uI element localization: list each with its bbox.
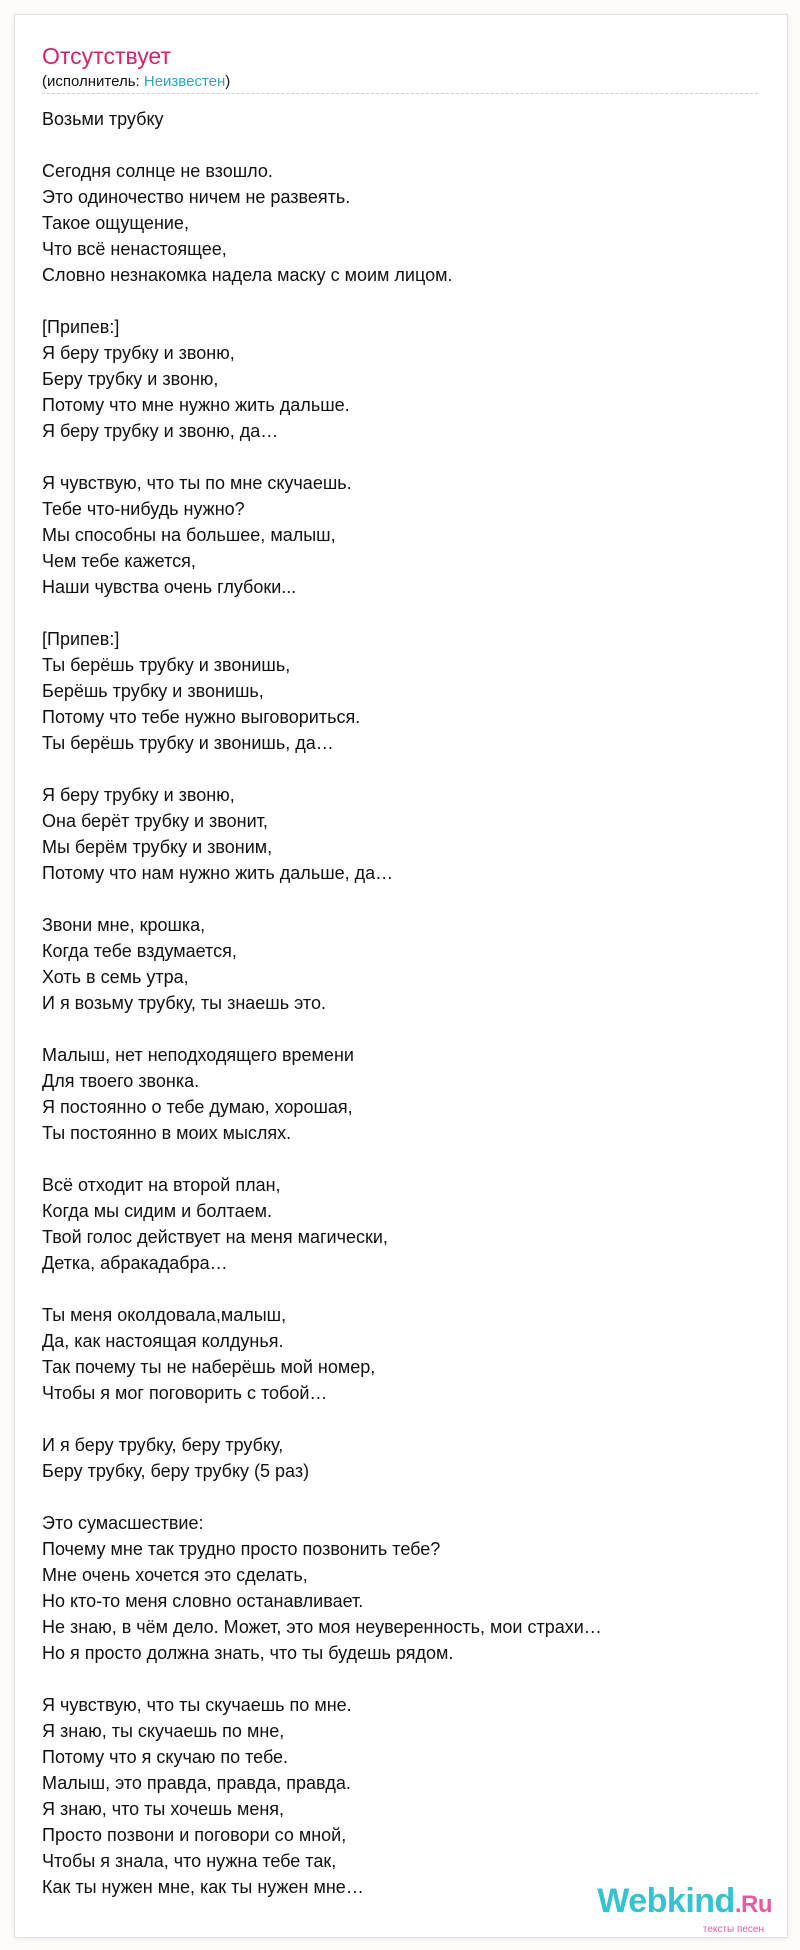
lyrics-line: Беру трубку, беру трубку (5 раз) xyxy=(42,1461,310,1481)
lyrics-line: Берёшь трубку и звонишь, xyxy=(42,681,264,701)
lyrics-line: Мне очень хочется это сделать, xyxy=(42,1565,308,1585)
lyrics-blank-line xyxy=(42,756,758,782)
lyrics-line: Я чувствую, что ты скучаешь по мне. xyxy=(42,1695,352,1715)
lyrics-line: Мы способны на большее, малыш, xyxy=(42,525,336,545)
lyrics-line: Я знаю, что ты хочешь меня, xyxy=(42,1799,285,1819)
artist-prefix: (исполнитель: xyxy=(42,73,144,90)
song-title: Отсутствует xyxy=(42,43,171,69)
lyrics-line: Но кто-то меня словно останавливает. xyxy=(42,1591,364,1611)
lyrics-line: И я возьму трубку, ты знаешь это. xyxy=(42,993,326,1013)
lyrics-blank-line xyxy=(42,1406,758,1432)
lyrics-line: Наши чувства очень глубоки... xyxy=(42,577,297,597)
lyrics-line: Твой голос действует на меня магически, xyxy=(42,1227,388,1247)
lyrics-line: Возьми трубку xyxy=(42,109,164,129)
lyrics-line: Мы берём трубку и звоним, xyxy=(42,837,273,857)
lyrics-line: Я чувствую, что ты по мне скучаешь. xyxy=(42,473,352,493)
lyrics-line: Тебе что-нибудь нужно? xyxy=(42,499,245,519)
lyrics-line: Сегодня солнце не взошло. xyxy=(42,161,273,181)
artist-link[interactable]: Неизвестен xyxy=(143,73,226,90)
lyrics-line: Ты берёшь трубку и звонишь, xyxy=(42,655,291,675)
logo-domain: .Ru xyxy=(734,1891,772,1918)
lyrics-line: Это одиночество ничем не развеять. xyxy=(42,187,351,207)
lyrics-line: [Припев:] xyxy=(42,629,120,649)
lyrics-blank-line xyxy=(42,1484,758,1510)
lyrics-line: Ты меня околдовала,малыш, xyxy=(42,1305,287,1325)
artist-suffix: ) xyxy=(225,73,231,90)
lyrics-blank-line xyxy=(42,132,758,158)
lyrics-line: Когда мы сидим и болтаем. xyxy=(42,1201,272,1221)
lyrics-line: [Припев:] xyxy=(42,317,120,337)
lyrics-line: Но я просто должна знать, что ты будешь рядом. xyxy=(42,1643,454,1663)
lyrics-line: Почему мне так трудно просто позвонить тебе? xyxy=(42,1539,441,1559)
lyrics-line: Это сумасшествие: xyxy=(42,1513,204,1533)
lyrics-line: И я беру трубку, беру трубку, xyxy=(42,1435,284,1455)
lyrics-line: Не знаю, в чём дело. Может, это моя неуверенность, мои страхи… xyxy=(42,1617,602,1637)
lyrics-line: Хоть в семь утра, xyxy=(42,967,189,987)
lyrics-line: Потому что мне нужно жить дальше. xyxy=(42,395,350,415)
lyrics-line: Так почему ты не наберёшь мой номер, xyxy=(42,1357,376,1377)
lyrics-line: Да, как настоящая колдунья. xyxy=(42,1331,284,1351)
header-divider xyxy=(42,93,758,94)
lyrics-line: Я знаю, ты скучаешь по мне, xyxy=(42,1721,285,1741)
lyrics-line: Малыш, нет неподходящего времени xyxy=(42,1045,354,1065)
lyrics-blank-line xyxy=(42,1016,758,1042)
lyrics-line: Звони мне, крошка, xyxy=(42,915,206,935)
lyrics-line: Потому что тебе нужно выговориться. xyxy=(42,707,361,727)
lyrics-body xyxy=(42,106,758,1900)
logo-main-text: Webkind xyxy=(597,1882,735,1920)
lyrics-blank-line xyxy=(42,886,758,912)
lyrics-blank-line xyxy=(42,288,758,314)
lyrics-line: Для твоего звонка. xyxy=(42,1071,200,1091)
lyrics-line: Всё отходит на второй план, xyxy=(42,1175,281,1195)
lyrics-line: Ты постоянно в моих мыслях. xyxy=(42,1123,292,1143)
artist-line xyxy=(42,73,230,91)
lyrics-line: Просто позвони и поговори со мной, xyxy=(42,1825,347,1845)
lyrics-line: Чтобы я мог поговорить с тобой… xyxy=(42,1383,328,1403)
lyrics-line: Что всё ненастоящее, xyxy=(42,239,227,259)
lyrics-line: Беру трубку и звоню, xyxy=(42,369,219,389)
logo-tagline: тексты песен xyxy=(702,1924,764,1935)
lyrics-line: Я беру трубку и звоню, xyxy=(42,343,235,363)
lyrics-blank-line xyxy=(42,600,758,626)
lyrics-line: Чем тебе кажется, xyxy=(42,551,196,571)
lyrics-blank-line xyxy=(42,1146,758,1172)
lyrics-blank-line xyxy=(42,1666,758,1692)
lyrics-line: Я беру трубку и звоню, да… xyxy=(42,421,279,441)
lyrics-line: Детка, абракадабра… xyxy=(42,1253,228,1273)
lyrics-line: Я беру трубку и звоню, xyxy=(42,785,235,805)
lyrics-line: Потому что нам нужно жить дальше, да… xyxy=(42,863,394,883)
logo-wordmark xyxy=(572,1882,772,1924)
lyrics-line: Словно незнакомка надела маску с моим лицом. xyxy=(42,265,453,285)
lyrics-line: Ты берёшь трубку и звонишь, да… xyxy=(42,733,334,753)
lyrics-line: Малыш, это правда, правда, правда. xyxy=(42,1773,351,1793)
lyrics-line: Я постоянно о тебе думаю, хорошая, xyxy=(42,1097,353,1117)
lyrics-line: Потому что я скучаю по тебе. xyxy=(42,1747,289,1767)
lyrics-line: Чтобы я знала, что нужна тебе так, xyxy=(42,1851,337,1871)
lyrics-blank-line xyxy=(42,444,758,470)
lyrics-line: Когда тебе вздумается, xyxy=(42,941,237,961)
site-logo[interactable] xyxy=(572,1882,772,1938)
lyrics-line: Такое ощущение, xyxy=(42,213,189,233)
lyrics-line: Она берёт трубку и звонит, xyxy=(42,811,268,831)
lyrics-blank-line xyxy=(42,1276,758,1302)
lyrics-line: Как ты нужен мне, как ты нужен мне… xyxy=(42,1877,364,1897)
